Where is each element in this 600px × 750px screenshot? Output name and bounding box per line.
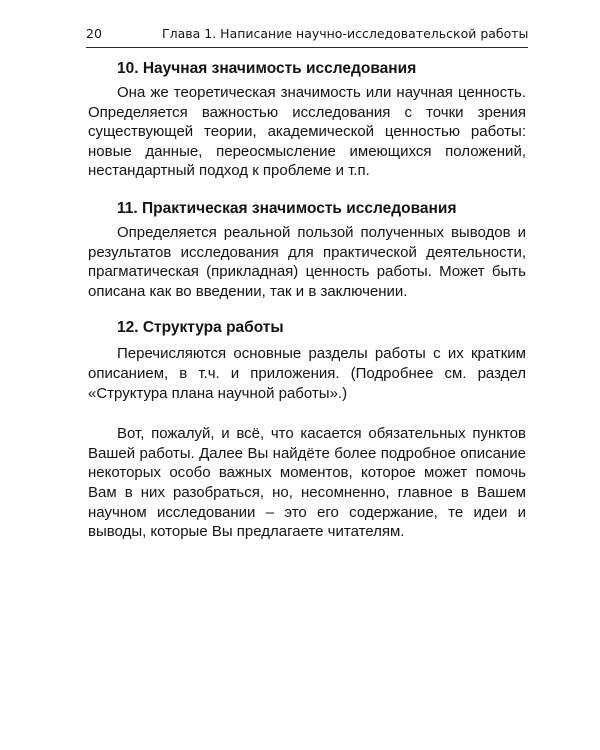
section-heading: 11. Практическая значимость исследования — [117, 199, 457, 217]
section-scientific-significance — [88, 59, 526, 181]
section-heading: 12. Структура работы — [117, 319, 284, 337]
section-work-structure — [88, 318, 526, 403]
page-header — [86, 21, 528, 48]
section-practical-significance — [88, 199, 526, 301]
section-paragraph: Определяется реальной пользой полученных выводов и результатов исследования для практической деятельности, прагматическая (прикладная) ценность работы. Может быть описана как во введении, так и в заключении. — [88, 223, 526, 300]
section-paragraph: Перечисляются основные разделы работы с их кратким описанием, в т.ч. и приложения. (Подробнее см. раздел «Структура плана научной работы».) — [88, 345, 526, 402]
section-paragraph: Она же теоретическая значимость или научная ценность. Определяется важностью исследования с точки зрения существующей теории, академической ценностью работы: новые данные, переосмысление имеющихся положений, нестандартный подход к проблеме и т.п. — [88, 84, 526, 180]
section-heading: 10. Научная значимость исследования — [117, 60, 417, 77]
closing-paragraph: Вот, пожалуй, и всё, что касается обязательных пунктов Вашей работы. Далее Вы найдёте более подробное описание некоторых особо важных моментов, которое может помочь Вам в них разобраться, но, несомненно, главное в Вашем научном исследовании – это его содержание, те идеи и выводы, которые Вы предлагаете читателям. — [88, 425, 526, 541]
running-title: Глава 1. Написание научно-исследовательской работы — [162, 26, 529, 41]
page-content — [88, 58, 526, 542]
page-number: 20 — [86, 26, 102, 41]
